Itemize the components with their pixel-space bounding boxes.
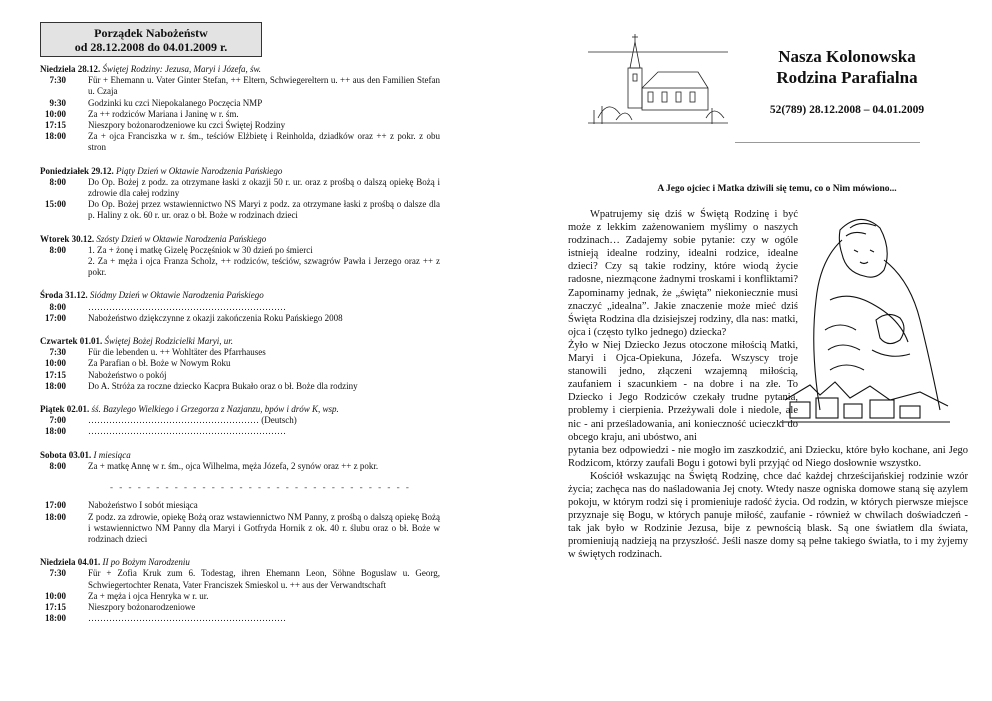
- entry-time: 8:00: [49, 176, 66, 187]
- entry-time: 18:00: [45, 426, 66, 437]
- entry-intention: Für die lebenden u. ++ Wohltäter des Pfarrhauses: [88, 347, 266, 358]
- day-feast: Szósty Dzień w Oktawie Narodzenia Pańskiego: [96, 233, 267, 244]
- schedule-entry: [40, 512, 440, 546]
- day-date: Piątek 02.01.: [40, 404, 90, 415]
- article-body: [568, 208, 968, 562]
- entry-time: 10:00: [45, 358, 66, 369]
- schedule-entry: [40, 245, 440, 256]
- day-feast: Piąty Dzień w Oktawie Narodzenia Pańskiego: [116, 165, 283, 176]
- schedule-entry: [40, 613, 440, 624]
- mass-schedule: [40, 22, 440, 624]
- bulletin-title-line1: Nasza Kolonowska: [778, 47, 916, 66]
- entry-time: 17:00: [45, 312, 66, 323]
- day-heading: [40, 450, 440, 461]
- day-heading: [40, 290, 440, 301]
- entry-time: 8:00: [49, 460, 66, 471]
- article-paragraph: pytania bez odpowiedzi - nie mogło im zaszkodzić, ani Dziecku, które było kochane, ani Jego Rodzicom, którzy zaufali Bogu i gotowi byli przyjąć od Niego dosłownie wszystko.: [568, 444, 968, 469]
- issue-number: 52(789) 28.12.2008 – 04.01.2009: [769, 104, 925, 116]
- entry-time: 18:00: [45, 511, 66, 522]
- schedule-entry: [40, 109, 440, 120]
- entry-time: 17:15: [45, 369, 66, 380]
- schedule-entry: [40, 313, 440, 324]
- day-heading: [40, 166, 440, 177]
- entry-time: 9:30: [49, 97, 66, 108]
- schedule-day: [40, 290, 440, 324]
- gospel-quote: A Jego ojciec i Matka dziwili się temu, co o Nim mówiono...: [657, 184, 897, 194]
- entry-time: 7:30: [49, 347, 66, 358]
- schedule-entry: [40, 500, 440, 511]
- schedule-entry: [40, 98, 440, 109]
- schedule-day: [40, 166, 440, 222]
- entry-intention: 2. Za + męża i ojca Franza Scholz, ++ rodziców, teściów, szwagrów Pawła i Jerzego oraz ++ z pokr.: [88, 256, 440, 278]
- schedule-entry: [40, 256, 440, 278]
- schedule-entry: [40, 591, 440, 602]
- entry-time: 7:00: [49, 415, 66, 426]
- schedule-entry: [40, 131, 440, 153]
- day-date: Sobota 03.01.: [40, 449, 92, 460]
- day-heading: [40, 64, 440, 75]
- schedule-entry: [40, 302, 440, 313]
- schedule-entry: [40, 602, 440, 613]
- day-heading: [40, 234, 440, 245]
- entry-time: 17:15: [45, 120, 66, 131]
- schedule-day: [40, 234, 440, 279]
- entry-intention: Do A. Stróża za roczne dziecko Kacpra Bukało oraz o bł. Boże dla rodziny: [88, 380, 358, 391]
- entry-time: 15:00: [45, 199, 66, 210]
- entry-intention: …………………………………………………………: [88, 301, 286, 312]
- entry-intention: Nabożeństwo dziękczynne z okazji zakończenia Roku Pańskiego 2008: [88, 312, 343, 323]
- day-feast: Siódmy Dzień w Oktawie Narodzenia Pańskiego: [89, 290, 264, 301]
- day-heading: [40, 557, 440, 568]
- schedule-day: [40, 404, 440, 438]
- entry-intention: Für + Zofia Kruk zum 6. Todestag, ihren Ehemann Leon, Söhne Boguslaw u. Georg, Schwiegertochter Renata, Vater Franciszek Smieskol u. ++ aus der Verwandtschaft: [88, 568, 440, 590]
- church-illustration: [588, 28, 728, 128]
- divider: [735, 142, 920, 143]
- schedule-days: [40, 64, 440, 624]
- day-date: Środa 31.12.: [40, 290, 88, 301]
- entry-intention: Za + męża i ojca Henryka w r. ur.: [88, 590, 209, 601]
- entry-time: [40, 256, 66, 278]
- entry-intention: Za Parafian o bł. Boże w Nowym Roku: [88, 358, 231, 369]
- entry-intention: Nabożeństwo o pokój: [88, 369, 167, 380]
- bulletin-title: [727, 46, 967, 88]
- entry-intention: Für + Ehemann u. Vater Ginter Stefan, ++ Eltern, Schwiegereltern u. ++ aus den Familien Stefan u. Czaja: [88, 75, 440, 97]
- day-date: Niedziela 28.12.: [40, 64, 101, 74]
- entry-time: 18:00: [45, 380, 66, 391]
- entry-intention: Do Op. Bożej z podz. za otrzymane łaski z okazji 50 r. ur. oraz z prośbą o dalszą opiekę Bożą i zdrowie dla całej rodziny: [88, 176, 440, 199]
- entry-time: 18:00: [45, 131, 66, 142]
- entry-intention: Za + ojca Franciszka w r. śm., teściów Elżbietę i Reinholda, dziadków oraz ++ z pokr. z obu stron: [88, 131, 440, 153]
- day-feast: Świętej Bożej Rodzicielki Maryi, ur.: [104, 336, 233, 347]
- schedule-entry: [40, 568, 440, 590]
- entry-time: 18:00: [45, 613, 66, 624]
- schedule-entry: [40, 358, 440, 369]
- day-date: Czwartek 01.01.: [40, 336, 103, 347]
- day-date: Niedziela 04.01.: [40, 557, 101, 568]
- schedule-entry: [40, 347, 440, 358]
- entry-time: 7:30: [49, 75, 66, 86]
- day-heading: [40, 336, 440, 347]
- schedule-entry: [40, 177, 440, 199]
- entry-intention: Nieszpory bożonarodzeniowe: [88, 601, 196, 612]
- day-feast: I miesiąca: [93, 449, 131, 460]
- entry-intention: Godzinki ku czci Niepokalanego Poczęcia NMP: [88, 97, 263, 108]
- entry-time: 8:00: [49, 244, 66, 255]
- day-feast: Świętej Rodziny: Jezusa, Maryi i Józefa, św.: [102, 64, 262, 74]
- schedule-title: Porządek Nabożeństw: [94, 26, 208, 40]
- entry-intention: …………………………………………………………: [88, 426, 286, 437]
- entry-time: 17:15: [45, 601, 66, 612]
- day-date: Wtorek 30.12.: [40, 233, 95, 244]
- entry-intention: …………………………………………………………: [88, 613, 286, 624]
- entry-intention: Nabożeństwo I sobót miesiąca: [88, 500, 198, 511]
- schedule-day: [40, 64, 440, 154]
- schedule-day: [40, 336, 440, 392]
- schedule-day: [40, 450, 440, 545]
- parish-bulletin: [540, 0, 968, 701]
- entry-intention: Za + matkę Annę w r. śm., ojca Wilhelma, męża Józefa, 2 synów oraz ++ z pokr.: [88, 460, 379, 471]
- schedule-entry: [40, 426, 440, 437]
- schedule-header: [40, 22, 262, 57]
- schedule-entry: [40, 199, 440, 221]
- entry-intention: Nieszpory bożonarodzeniowe ku czci Świętej Rodziny: [88, 120, 286, 131]
- day-feast: II po Bożym Narodzeniu: [102, 557, 190, 568]
- entry-time: 17:00: [45, 500, 66, 511]
- article-paragraph: Żyło w Niej Dziecko Jezus otoczone miłością Matki, Maryi i Ojca-Opiekuna, Józefa. Wszyscy troje stanowili jedno, złączeni wzajemną miłością, zaufaniem i szacunkiem - na dobre i na złe. To Dziecko i Jego Rodziców czekały trudne pytania, problemy i cierpienia. Przeżywali dole i niedole, ale nic - ani prześladowania, ani konieczność ucieczki do obcego kraju, ani ubóstwo, ani: [568, 339, 798, 443]
- entry-intention: Z podz. za zdrowie, opiekę Bożą oraz wstawiennictwo NM Panny, z prośbą o dalszą opiekę Bożą i wstawiennictwo NM Panny dla Maryi i Gotfryda Hornik z ok. 40 r. ślubu oraz o bł. Boże w rodzinach dzieci: [88, 511, 440, 544]
- schedule-dates: od 28.12.2008 do 04.01.2009 r.: [74, 40, 228, 54]
- schedule-entry: [40, 75, 440, 97]
- dashed-separator: - - - - - - - - - - - - - - - - - - - - - - - - - - - - - - - - -: [110, 482, 411, 493]
- entry-intention: 1. Za + żonę i matkę Gizelę Poczęśniok w 30 dzień po śmierci: [88, 244, 313, 255]
- schedule-day: [40, 557, 440, 624]
- schedule-entry: [40, 370, 440, 381]
- article-paragraph: Wpatrujemy się dziś w Świętą Rodzinę i być może z lekkim zażenowaniem myślimy o naszych rodzinach… Zadajemy sobie pytanie: czy w ogóle istnieją idealne rodziny, idealni rodzice, idealne dzieci? Czy są takie rodziny, które wiodą życie radosne, niezmącone żadnymi troskami i konfliktami? Zapominamy jednak, że „święta” niekoniecznie musi znaczyć „idealna”. Jakie znaczenie może mieć dziś Święta Rodzina dla dzisiejszej rodziny, dla nas: matki, ojca i (często tylko jednego) dziecka?: [568, 209, 798, 338]
- schedule-entry: [40, 461, 440, 472]
- schedule-entry: [40, 415, 440, 426]
- entry-intention: Za ++ rodziców Mariana i Janinę w r. śm.: [88, 108, 239, 119]
- bulletin-title-line2: Rodzina Parafialna: [776, 68, 918, 87]
- day-date: Poniedziałek 29.12.: [40, 165, 114, 176]
- day-heading: [40, 404, 440, 415]
- entry-intention: ………………………………………………… (Deutsch): [88, 415, 297, 426]
- day-feast: śś. Bazylego Wielkiego i Grzegorza z Nazjanzu, bpów i drów K, wsp.: [91, 404, 339, 415]
- entry-intention: Do Op. Bożej przez wstawiennictwo NS Maryi z podz. za otrzymane łaski z prośbą o dalsze dla p. Haliny z ok. 60 r. ur. oraz o bł. Boże w rodzinach dzieci: [88, 199, 440, 221]
- entry-time: 10:00: [45, 590, 66, 601]
- schedule-entry: [40, 120, 440, 131]
- entry-time: 8:00: [49, 301, 66, 312]
- entry-time: 7:30: [49, 568, 66, 579]
- schedule-entry: [40, 381, 440, 392]
- entry-time: 10:00: [45, 108, 66, 119]
- article-paragraph: Kościół wskazując na Świętą Rodzinę, chce dać każdej chrześcijańskiej rodzinie wzór życia; zachęca nas do naśladowania Jej cnoty. Wtedy nasze ogniska domowe staną się azylem pokoju, w którym rodzi się i promieniuje radość życia. Od rodzin, w których pierwsze miejsce przyznaje się Bogu, w których panuje miłość, zaufanie - również w chwilach doświadczeń - tak jak było w Rodzinie Jezusa, bije z pewnością blask. Są one światłem dla świata, promieniują nadzieją na przyszłość. Jeśli nasze domy są pełne takiego światła, to i my żyjemy w świętych rodzinach.: [568, 470, 968, 561]
